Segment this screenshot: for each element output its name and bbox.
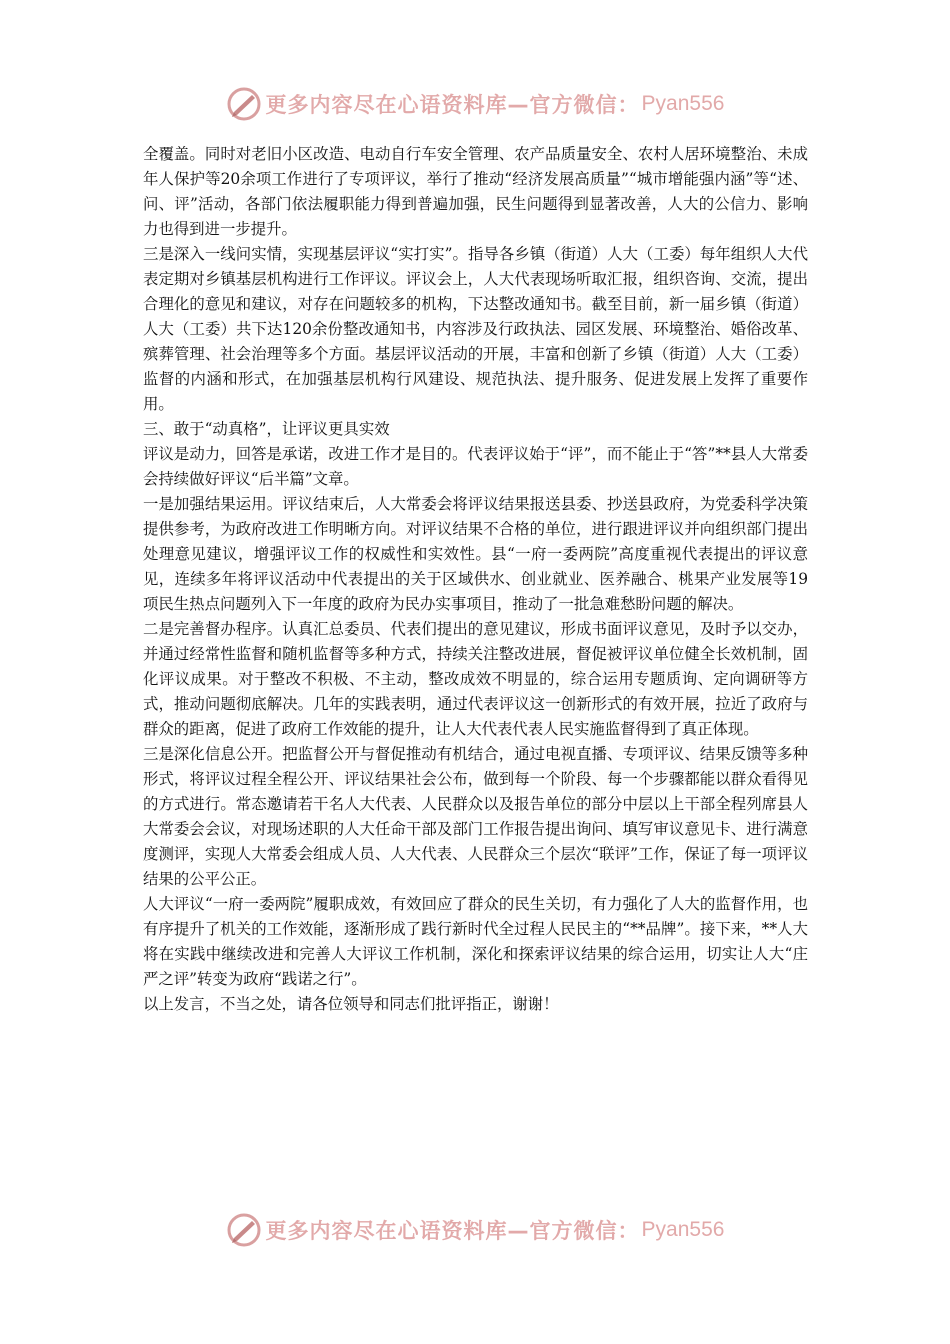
paragraph: 人大评议“一府一委两院”履职成效，有效回应了群众的民生关切，有力强化了人大的监督作用，也有序提升了机关的工作效能，逐渐形成了践行新时代全过程人民民主的“**品牌”。接下来，**人大将在实践中继续改进和完善人大评议工作机制，深化和探索评议结果的综合运用，切实让人大“庄严之评”转变为政府“践诺之行”。 [143, 895, 808, 988]
banner-text: 更多内容尽在心语资料库—官方微信： [265, 93, 640, 117]
banner-wechat-id: Pyan556 [641, 92, 725, 115]
pen-circle-logo-icon [226, 86, 262, 122]
paragraph: 二是完善督办程序。认真汇总委员、代表们提出的意见建议，形成书面评议意见，及时予以交办，并通过经常性监督和随机监督等多种方式，持续关注整改进展，督促被评议单位健全长效机制，固化评议成果。对于整改不积极、不主动，整改成效不明显的，综合运用专题质询、定向调研等方式，推动问题彻底解决。几年的实践表明，通过代表评议这一创新形式的有效开展，拉近了政府与群众的距离，促进了政府工作效能的提升，让人大代表代表人民实施监督得到了真正体现。 [143, 620, 808, 738]
paragraph: 三是深化信息公开。把监督公开与督促推动有机结合，通过电视直播、专项评议、结果反馈等多种形式，将评议过程全程公开、评议结果社会公布，做到每一个阶段、每一个步骤都能以群众看得见的方式进行。常态邀请若干名人大代表、人民群众以及报告单位的部分中层以上干部全程列席县人大常委会会议，对现场述职的人大任命干部及部门工作报告提出询问、填写审议意见卡、进行满意度测评，实现人大常委会组成人员、人大代表、人民群众三个层次“联评”工作，保证了每一项评议结果的公平公正。 [143, 745, 808, 888]
banner-wechat-id: Pyan556 [641, 1218, 725, 1241]
paragraph: 一是加强结果运用。评议结束后，人大常委会将评议结果报送县委、抄送县政府，为党委科学决策提供参考，为政府改进工作明晰方向。对评议结果不合格的单位，进行跟进评议并向组织部门提出处理意见建议，增强评议工作的权威性和实效性。县“一府一委两院”高度重视代表提出的评议意见，连续多年将评议活动中代表提出的关于区域供水、创业就业、医养融合、桃果产业发展等19项民生热点问题列入下一年度的政府为民办实事项目，推动了一批急难愁盼问题的解决。 [143, 495, 808, 613]
paragraph: 评议是动力，回答是承诺，改进工作才是目的。代表评议始于“评”，而不能止于“答”**县人大常委会持续做好评议“后半篇”文章。 [143, 445, 808, 488]
document-body [143, 142, 808, 1017]
section-heading: 三、敢于“动真格”，让评议更具实效 [143, 420, 390, 438]
banner-text: 更多内容尽在心语资料库—官方微信： [265, 1219, 640, 1243]
footer-banner [0, 1210, 950, 1250]
paragraph: 三是深入一线问实情，实现基层评议“实打实”。指导各乡镇（街道）人大（工委）每年组织人大代表定期对乡镇基层机构进行工作评议。评议会上，人大代表现场听取汇报，组织咨询、交流，提出合理化的意见和建议，对存在问题较多的机构，下达整改通知书。截至目前，新一届乡镇（街道）人大（工委）共下达120余份整改通知书，内容涉及行政执法、园区发展、环境整治、婚俗改革、殡葬管理、社会治理等多个方面。基层评议活动的开展，丰富和创新了乡镇（街道）人大（工委）监督的内涵和形式，在加强基层机构行风建设、规范执法、提升服务、促进发展上发挥了重要作用。 [143, 245, 808, 413]
header-banner [0, 84, 950, 124]
closing-paragraph: 以上发言，不当之处，请各位领导和同志们批评指正，谢谢！ [143, 995, 559, 1013]
paragraph: 全覆盖。同时对老旧小区改造、电动自行车安全管理、农产品质量安全、农村人居环境整治、未成年人保护等20余项工作进行了专项评议，举行了推动“经济发展高质量”“城市增能强内涵”等“述、问、评”活动，各部门依法履职能力得到普遍加强，民生问题得到显著改善，人大的公信力、影响力也得到进一步提升。 [143, 145, 808, 238]
pen-circle-logo-icon [226, 1212, 262, 1248]
